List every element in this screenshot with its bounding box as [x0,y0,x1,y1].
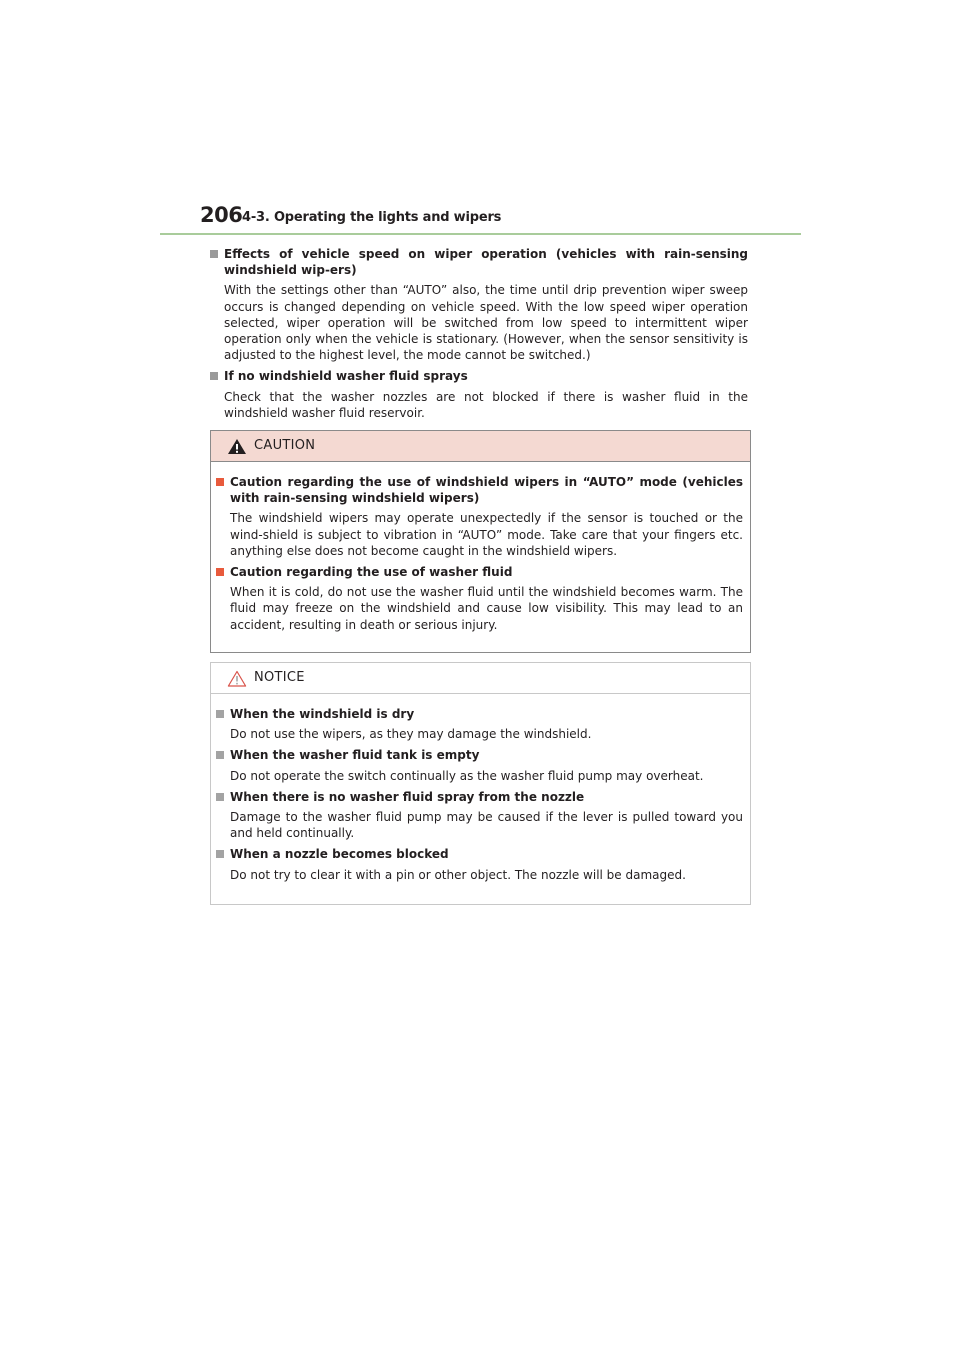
item-text: When it is cold, do not use the washer fluid until the windshield becomes warm. The fluid may freeze on the windshield and cause low visibility. This may lead to an accident, resulting in death or serious injury. [230,585,743,632]
warning-triangle-icon [227,438,247,455]
body-text [210,246,748,426]
item-heading [216,846,743,862]
square-bullet-icon [216,850,224,858]
item-heading [210,246,748,278]
item-text: Check that the washer nozzles are not blocked if there is washer fluid in the windshield washer fluid reservoir. [224,389,748,420]
notice-title: NOTICE [254,670,305,685]
item-text: Damage to the washer fluid pump may be caused if the lever is pulled toward you and held continually. [230,810,743,841]
item-heading [210,368,748,384]
item-text: Do not use the wipers, as they may damage the windshield. [230,727,592,742]
item-heading-text: When the windshield is dry [230,707,415,721]
caution-body [216,474,743,638]
item-text: The windshield wipers may operate unexpectedly if the sensor is touched or the wind-shield is subject to vibration in “AUTO” mode. Take care that your fingers etc. anything else does not become caught in the windshield wipers. [230,511,743,558]
item-heading-text: Caution regarding the use of washer fluid [230,565,513,580]
item-heading-text: When there is no washer fluid spray from the nozzle [230,789,585,804]
item-heading-text: When the washer fluid tank is empty [230,748,480,763]
warning-triangle-outline-icon [227,670,247,687]
item-heading [216,747,743,763]
body-item [210,246,748,363]
body-item [210,368,748,421]
square-bullet-icon [216,710,224,718]
notice-body [216,706,743,888]
notice-box [210,662,751,905]
square-bullet-icon [216,478,224,486]
caution-item [216,564,743,633]
square-bullet-icon [216,568,224,576]
caution-item [216,474,743,559]
item-text: With the settings other than “AUTO” also, the time until drip prevention wiper sweep occurs is changed depending on vehicle speed. With the low speed wiper operation selected, wiper operation will be switched from low speed to intermittent wiper operation only when the vehicle is stationary. (However, when the sensor sensitivity is adjusted to the highest level, the mode cannot be switched.) [224,283,748,363]
notice-item [216,846,743,882]
item-heading [216,706,743,722]
section-title: 4-3. Operating the lights and wipers [242,210,502,225]
square-bullet-icon [210,250,218,258]
caution-header [211,431,750,462]
notice-header [211,663,750,694]
item-heading-text: When a nozzle becomes blocked [230,847,449,862]
notice-item [216,789,743,842]
caution-title: CAUTION [254,438,316,453]
item-heading-text: If no windshield washer fluid sprays [224,369,468,384]
item-heading [216,789,743,805]
square-bullet-icon [216,793,224,801]
item-heading [216,474,743,506]
item-heading-text: Effects of vehicle speed on wiper operation (vehicles with rain-sensing windshield wip-ers) [224,247,748,278]
caution-box [210,430,751,653]
header-rule [160,233,801,235]
item-heading [216,564,743,580]
square-bullet-icon [210,372,218,380]
notice-item [216,706,743,742]
notice-item [216,747,743,783]
page-number: 206 [200,203,243,227]
item-text: Do not operate the switch continually as the washer fluid pump may overheat. [230,768,704,783]
item-heading-text: Caution regarding the use of windshield wipers in “AUTO” mode (vehicles with rain-sensing windshield wipers) [230,475,743,506]
square-bullet-icon [216,751,224,759]
item-text: Do not try to clear it with a pin or other object. The nozzle will be damaged. [230,867,686,882]
page-header [200,203,800,235]
